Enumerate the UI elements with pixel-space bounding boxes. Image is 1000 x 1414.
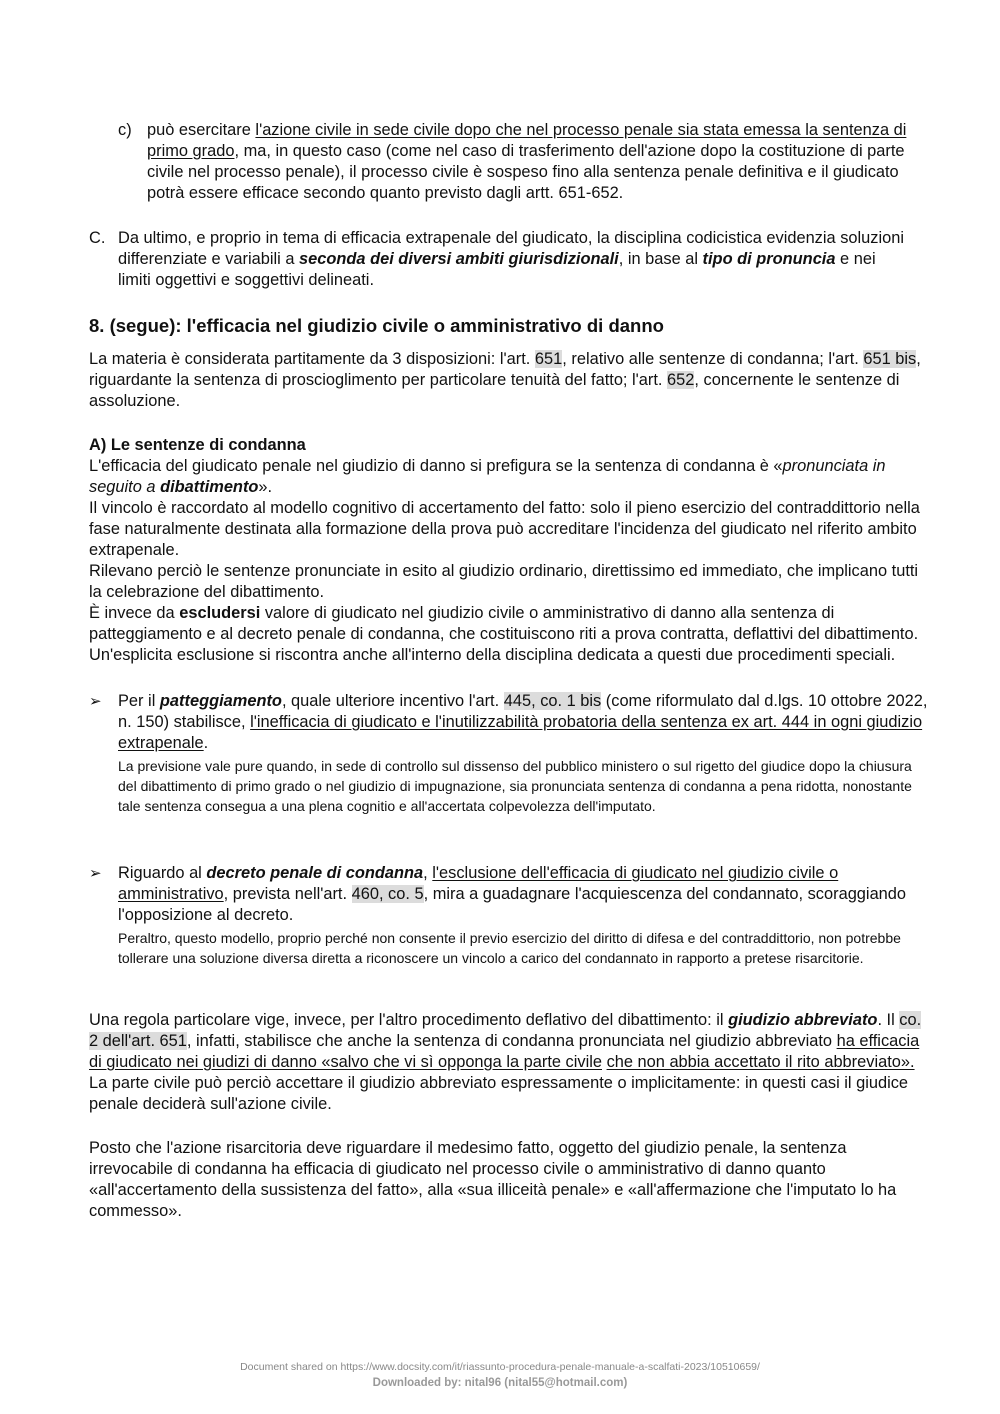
list-item-text: può esercitare l'azione civile in sede civile dopo che nel processo penale sia stata emessa la sentenza di primo grado, ma, in questo caso (come nel caso di trasferimento dell'azione dopo la costituzione di parte civile nel processo penale), il processo civile è sospeso fino alla sentenza penale definitiva e il giudicato potrà essere efficace secondo quanto previsto dagli artt. 651-652.	[147, 121, 907, 202]
underlined-text: l'azione civile in sede civile dopo che nel processo penale sia stata emessa la sentenza di primo grado	[147, 121, 907, 160]
list-marker: C.	[89, 229, 106, 247]
list-item-text: Da ultimo, e proprio in tema di efficacia extrapenale del giudicato, la disciplina codicistica evidenzia soluzioni differenziate e variabili a seconda dei diversi ambiti giurisdizionali, in base al tipo di pronuncia e nei limiti oggettivi e soggettivi delineati.	[118, 229, 904, 289]
arrow-bullet-icon: ➢	[89, 865, 102, 882]
underlined-text: ha efficacia di giudicato nei giudizi di danno «salvo che vi sì opponga la parte civile	[89, 1032, 920, 1071]
list-item-C	[89, 228, 909, 291]
article-reference: 445, co. 1 bis	[503, 692, 602, 710]
section-heading: 8. (segue): l'efficacia nel giudizio civile o amministrativo di danno	[89, 315, 664, 336]
article-reference: co. 2 dell'art. 651	[89, 1011, 922, 1050]
paragraph: Il vincolo è raccordato al modello cognitivo di accertamento del fatto: solo il pieno esercizio del contraddittorio nella fase naturalmente destinata alla formazione della prova può accreditare l'incidenza del giudicato nel riferito ambito extrapenale.	[89, 499, 920, 559]
underlined-text: l'esclusione dell'efficacia di giudicato nel giudizio civile o amministrativo	[118, 864, 839, 903]
underlined-text: che non abbia accettato il rito abbreviato».	[606, 1053, 915, 1071]
paragraph: È invece da escludersi valore di giudicato nel giudizio civile o amministrativo di danno alla sentenza di patteggiamento e al decreto penale di condanna, che costituiscono riti a prova contratta, deflattivi del dibattimento. Un'esplicita esclusione si riscontra anche all'interno della disciplina dedicata a questi due procedimenti speciali.	[89, 604, 919, 664]
emphasis-text: tipo di pronuncia	[702, 250, 836, 268]
bullet-note: La previsione vale pure quando, in sede di controllo sul dissenso del pubblico ministero o sul rigetto del giudice dopo la chiusura del dibattimento di primo grado o nel giudizio di impugnazione, sia pronunciata sentenza di condanna a pena ridotta, nonostante tale sentenza consegua a una plena cognitio e all'accertata colpevolezza dell'imputato.	[118, 758, 912, 814]
paragraph-intro: La materia è considerata partitamente da 3 disposizioni: l'art. 651, relativo alle sentenze di condanna; l'art. 651 bis, riguardante la sentenza di proscioglimento per particolare tenuità del fatto; l'art. 652, concernente le sentenze di assoluzione.	[89, 350, 921, 410]
arrow-bullet-icon: ➢	[89, 693, 102, 710]
section-a	[89, 435, 934, 666]
article-reference: 651 bis	[863, 350, 917, 368]
footer-shared-link[interactable]: Document shared on https://www.docsity.com/it/riassunto-procedura-penale-manuale-a-scalfati-2023/10510659/	[240, 1361, 760, 1373]
paragraph-conclusion: Posto che l'azione risarcitoria deve riguardare il medesimo fatto, oggetto del giudizio penale, la sentenza irrevocabile di condanna ha efficacia di giudicato nel processo civile o amministrativo di danno quanto «all'accertamento della sussistenza del fatto», alla «sua illiceità penale» e «all'affermazione che l'imputato lo ha commesso».	[89, 1139, 897, 1220]
list-marker: c)	[118, 121, 132, 139]
article-reference: 651	[534, 350, 563, 368]
bullet-decreto-penale	[89, 863, 934, 968]
bullet-patteggiamento	[89, 691, 934, 816]
bullet-text: Riguardo al decreto penale di condanna, l'esclusione dell'efficacia di giudicato nel giudizio civile o amministrativo, prevista nell'art. 460, co. 5, mira a guadagnare l'acquiescenza del condannato, scoraggiando l'opposizione al decreto.	[118, 864, 907, 924]
paragraph: L'efficacia del giudicato penale nel giudizio di danno si prefigura se la sentenza di condanna è «pronunciata in seguito a dibattimento».	[89, 457, 886, 496]
paragraph-giudizio-abbreviato: Una regola particolare vige, invece, per l'altro procedimento deflativo del dibattimento: il giudizio abbreviato. Il co. 2 dell'art. 651, infatti, stabilisce che anche la sentenza di condanna pronunciata nel giudizio abbreviato ha efficacia di giudicato nei giudizi di danno «salvo che vi sì opponga la parte civile che non abbia accettato il rito abbreviato». La parte civile può perciò accettare il giudizio abbreviato espressamente o implicitamente: in questi casi il giudice penale deciderà sull'azione civile.	[89, 1011, 922, 1113]
underlined-text: l'inefficacia di giudicato e l'inutilizzabilità probatoria della sentenza ex art. 444 in ogni giudizio extrapenale	[118, 713, 923, 752]
list-item-c	[118, 120, 918, 204]
bullet-text: Per il patteggiamento, quale ulteriore incentivo l'art. 445, co. 1 bis (come riformulato dal d.lgs. 10 ottobre 2022, n. 150) stabilisce, l'inefficacia di giudicato e l'inutilizzabilità probatoria della sentenza ex art. 444 in ogni giudizio extrapenale.	[118, 692, 928, 752]
bullet-note: Peraltro, questo modello, proprio perché non consente il previo esercizio del diritto di difesa e del contraddittorio, non potrebbe tollerare una soluzione diversa diretta a riconoscere un vincolo a carico del condannato in rapporto a pretese risarcitorie.	[118, 930, 901, 966]
emphasis-text: seconda dei diversi ambiti giurisdizionali	[299, 250, 619, 268]
article-reference: 460, co. 5	[351, 885, 424, 903]
article-reference: 652	[667, 371, 695, 389]
paragraph: Rilevano perciò le sentenze pronunciate in esito al giudizio ordinario, direttissimo ed immediato, che implicano tutti la celebrazione del dibattimento.	[89, 562, 919, 601]
subsection-title: A) Le sentenze di condanna	[89, 436, 306, 454]
footer-downloaded-by: Downloaded by: nital96 (nital55@hotmail.com)	[372, 1377, 628, 1389]
